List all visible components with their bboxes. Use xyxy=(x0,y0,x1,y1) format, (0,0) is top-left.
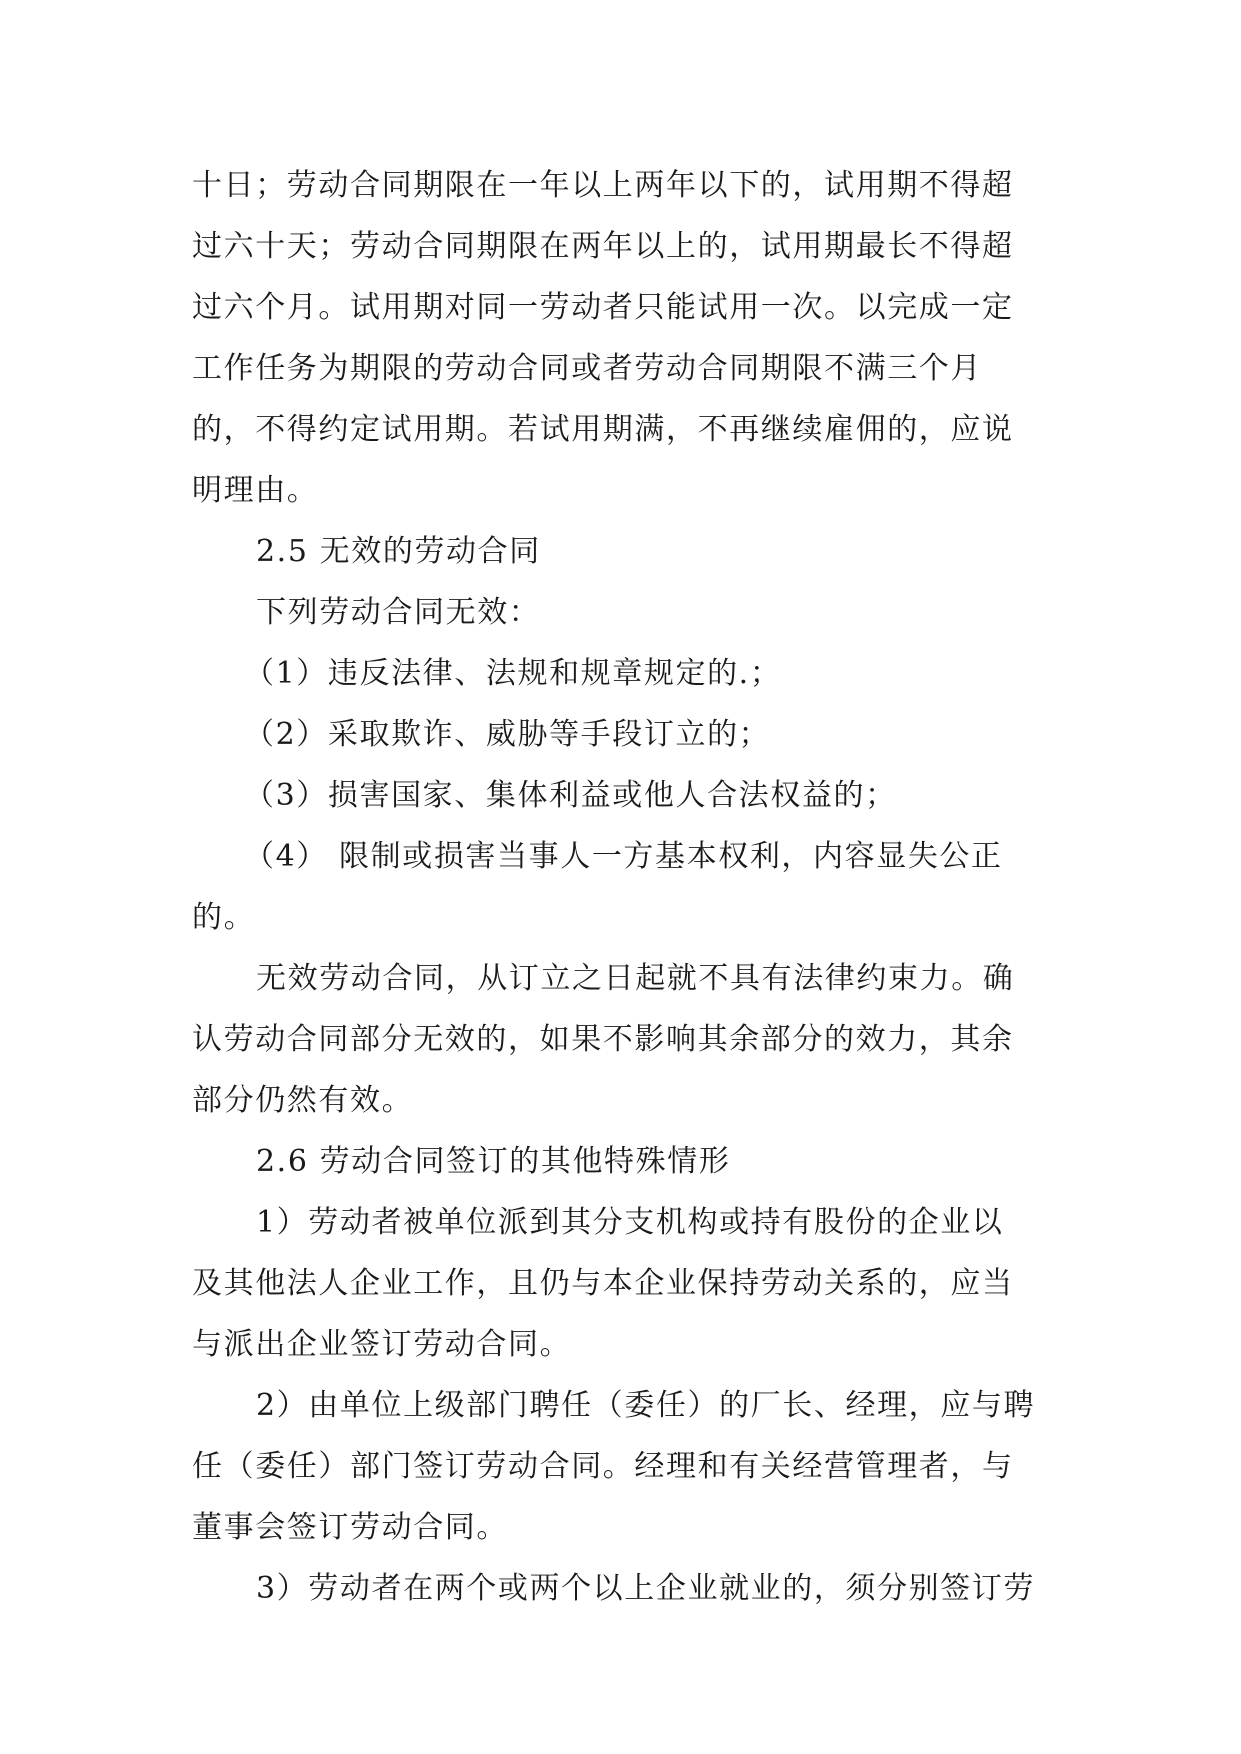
text-line: 过六十天；劳动合同期限在两年以上的，试用期最长不得超 xyxy=(192,229,1014,264)
list-item-4 xyxy=(192,826,1052,948)
text-line: 3）劳动者在两个或两个以上企业就业的，须分别签订劳 xyxy=(256,1571,1036,1606)
paragraph-intro: 下列劳动合同无效： xyxy=(256,595,541,630)
text-line: 董事会签订劳动合同。 xyxy=(192,1510,508,1545)
section-heading-2-5: 2.5 无效的劳动合同 xyxy=(256,534,541,569)
text-line: 无效劳动合同，从订立之日起就不具有法律约束力。确 xyxy=(256,961,1015,996)
text-line: 及其他法人企业工作，且仍与本企业保持劳动关系的，应当 xyxy=(192,1266,1014,1301)
text-line: 的，不得约定试用期。若试用期满，不再继续雇佣的，应说 xyxy=(192,412,1014,447)
paragraph-invalid-contract-effect xyxy=(192,948,1052,1131)
text-line: 十日；劳动合同期限在一年以上两年以下的，试用期不得超 xyxy=(192,168,1014,203)
text-line: 任（委任）部门签订劳动合同。经理和有关经营管理者，与 xyxy=(192,1449,1014,1484)
text-line: 1）劳动者被单位派到其分支机构或持有股份的企业以 xyxy=(256,1205,1004,1240)
section-heading-2-6: 2.6 劳动合同签订的其他特殊情形 xyxy=(256,1144,731,1179)
paragraph-probation-period xyxy=(192,155,1052,521)
text-line: 明理由。 xyxy=(192,473,319,508)
text-line: （4） 限制或损害当事人一方基本权利，内容显失公正 xyxy=(244,839,1003,874)
list-item-3: （3）损害国家、集体利益或他人合法权益的； xyxy=(244,778,897,813)
text-line: 部分仍然有效。 xyxy=(192,1083,414,1118)
document-body xyxy=(192,155,1052,1619)
list-item-2: （2）采取欺诈、威胁等手段订立的； xyxy=(244,717,771,752)
paragraph-special-case-1 xyxy=(192,1192,1052,1375)
text-line: 的。 xyxy=(192,900,256,935)
text-line: 认劳动合同部分无效的，如果不影响其余部分的效力，其余 xyxy=(192,1022,1014,1057)
paragraph-special-case-2 xyxy=(192,1375,1052,1558)
paragraph-special-case-3 xyxy=(192,1558,1052,1619)
text-line: 与派出企业签订劳动合同。 xyxy=(192,1327,572,1362)
text-line: 过六个月。试用期对同一劳动者只能试用一次。以完成一定 xyxy=(192,290,1014,325)
text-line: 工作任务为期限的劳动合同或者劳动合同期限不满三个月 xyxy=(192,351,982,386)
list-item-1: （1）违反法律、法规和规章规定的.； xyxy=(244,656,782,691)
text-line: 2）由单位上级部门聘任（委任）的厂长、经理，应与聘 xyxy=(256,1388,1036,1423)
